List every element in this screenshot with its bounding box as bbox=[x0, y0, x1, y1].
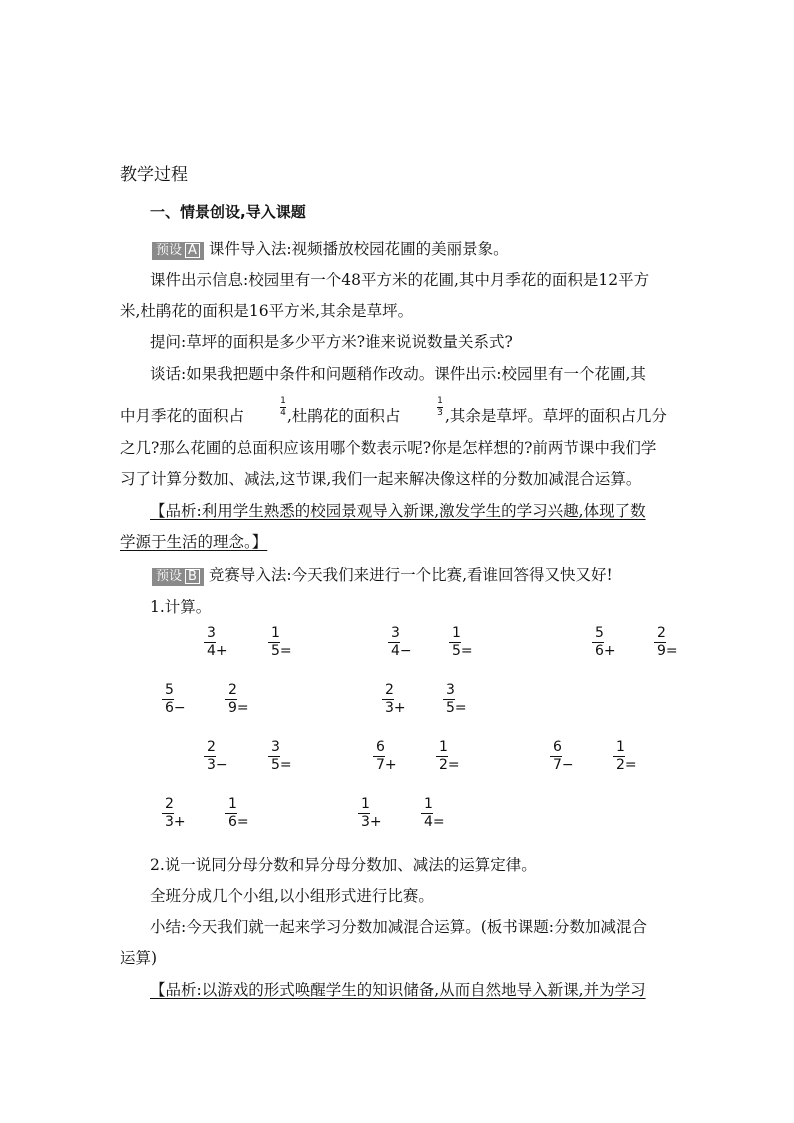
problem-10-second-fraction bbox=[421, 797, 445, 830]
fraction-denominator: 4+ bbox=[207, 643, 228, 659]
info-line-2: 米,杜鹃花的面积是16平方米,其余是草坪。 bbox=[120, 302, 414, 320]
fraction-denominator: 6+ bbox=[595, 643, 616, 659]
problem-4-first-fraction bbox=[162, 683, 186, 716]
fraction-numerator: 1 bbox=[228, 796, 237, 812]
fraction-numerator: 6 bbox=[553, 739, 562, 755]
preset-a-badge: 预设 A bbox=[152, 242, 204, 260]
fraction-numerator: 1 bbox=[452, 625, 461, 641]
fraction-denominator: 7− bbox=[553, 757, 574, 773]
preset-b-line bbox=[152, 563, 613, 586]
fraction-denominator: 9= bbox=[228, 700, 249, 716]
fraction-denominator: 2= bbox=[616, 757, 637, 773]
item-2-line: 2.说一说同分母分数和异分母分数加、减法的运算定律。 bbox=[150, 856, 537, 874]
question-line: 提问:草坪的面积是多少平方米?谁来说说数量关系式? bbox=[150, 333, 513, 351]
problem-5-first-fraction bbox=[382, 683, 406, 716]
info-line-1: 课件出示信息:校园里有一个48平方米的花圃,其中月季花的面积是12平方 bbox=[150, 271, 650, 289]
talk-line-3: 之几?那么花圃的总面积应该用哪个数表示呢?你是怎样想的?前两节课中我们学 bbox=[120, 439, 657, 457]
fraction-one-quarter bbox=[280, 397, 286, 418]
fraction-numerator: 1 bbox=[439, 739, 448, 755]
fraction-one-third bbox=[437, 397, 443, 418]
problem-9-second-fraction bbox=[225, 797, 249, 830]
talk-line-4: 习了计算分数加、减法,这节课,我们一起来解决像这样的分数加减混合运算。 bbox=[120, 470, 642, 488]
fraction-denominator: 4− bbox=[391, 643, 412, 659]
fraction-numerator: 2 bbox=[657, 625, 666, 641]
problem-7-first-fraction bbox=[373, 740, 397, 773]
problem-7-second-fraction bbox=[436, 740, 460, 773]
fraction-numerator: 3 bbox=[207, 625, 216, 641]
analysis-b-line: 【品析:以游戏的形式唤醒学生的知识储备,从而自然地导入新课,并为学习 bbox=[150, 981, 646, 999]
fraction-denominator: 6= bbox=[228, 814, 249, 830]
fraction-numerator: 6 bbox=[376, 739, 385, 755]
problem-8-second-fraction bbox=[613, 740, 637, 773]
fraction-numerator: 2 bbox=[207, 739, 216, 755]
calc-heading: 1.计算。 bbox=[150, 598, 212, 616]
preset-b-text: 竞赛导入法:今天我们来进行一个比赛,看谁回答得又快又好! bbox=[208, 566, 613, 584]
preset-a-line bbox=[152, 237, 509, 260]
talk-line-2b: ,杜鹃花的面积占 bbox=[287, 407, 401, 425]
problem-6-second-fraction bbox=[268, 740, 292, 773]
fraction-numerator: 2 bbox=[385, 682, 394, 698]
fraction-denominator: 3− bbox=[207, 757, 228, 773]
fraction-denominator: 3+ bbox=[385, 700, 406, 716]
fraction-numerator: 2 bbox=[165, 796, 174, 812]
analysis-a-line-1: 【品析:利用学生熟悉的校园景观导入新课,激发学生的学习兴趣,体现了数 bbox=[150, 502, 646, 520]
fraction-denominator: 5= bbox=[452, 643, 473, 659]
fraction-denominator: 3+ bbox=[165, 814, 186, 830]
fraction-denominator: 5= bbox=[271, 643, 292, 659]
fraction-numerator: 3 bbox=[271, 739, 280, 755]
talk-line-2c: ,其余是草坪。草坪的面积占几分 bbox=[445, 407, 667, 425]
fraction-numerator: 2 bbox=[228, 682, 237, 698]
fraction-numerator: 3 bbox=[446, 682, 455, 698]
fraction-numerator: 1 bbox=[424, 796, 433, 812]
fraction-numerator: 1 bbox=[616, 739, 625, 755]
talk-line-2a: 中月季花的面积占 bbox=[120, 407, 245, 425]
problem-9-first-fraction bbox=[162, 797, 186, 830]
fraction-numerator: 5 bbox=[165, 682, 174, 698]
problem-4-second-fraction bbox=[225, 683, 249, 716]
page-title: 教学过程 bbox=[120, 165, 188, 185]
fraction-numerator: 1 bbox=[361, 796, 370, 812]
fraction-numerator: 1 bbox=[271, 625, 280, 641]
fraction-denominator: 3+ bbox=[361, 814, 382, 830]
fraction-numerator: 1 bbox=[280, 396, 286, 406]
fraction-numerator: 1 bbox=[437, 396, 443, 406]
talk-line-1: 谈话:如果我把题中条件和问题稍作改动。课件出示:校园里有一个花圃,其 bbox=[150, 365, 646, 383]
problem-10-first-fraction bbox=[358, 797, 382, 830]
summary-line-2: 运算) bbox=[120, 949, 158, 967]
section-heading: 一、情景创设,导入课题 bbox=[150, 203, 306, 221]
fraction-numerator: 3 bbox=[391, 625, 400, 641]
problem-5-second-fraction bbox=[443, 683, 467, 716]
problem-6-first-fraction bbox=[204, 740, 228, 773]
fraction-denominator: 6− bbox=[165, 700, 186, 716]
groups-line: 全班分成几个小组,以小组形式进行比赛。 bbox=[150, 887, 434, 905]
analysis-a-line-2: 学源于生活的理念。】 bbox=[120, 533, 268, 551]
fraction-denominator: 5= bbox=[446, 700, 467, 716]
preset-b-badge: 预设 B bbox=[152, 568, 204, 586]
problem-1-second-fraction bbox=[268, 626, 292, 659]
fraction-denominator: 7+ bbox=[376, 757, 397, 773]
summary-line-1: 小结:今天我们就一起来学习分数加减混合运算。(板书课题:分数加减混合 bbox=[150, 918, 647, 936]
fraction-denominator: 4= bbox=[424, 814, 445, 830]
fraction-numerator: 5 bbox=[595, 625, 604, 641]
problem-3-first-fraction bbox=[592, 626, 616, 659]
problem-2-first-fraction bbox=[388, 626, 412, 659]
problem-1-first-fraction bbox=[204, 626, 228, 659]
preset-a-text: 课件导入法:视频播放校园花圃的美丽景象。 bbox=[208, 240, 509, 258]
fraction-denominator: 4 bbox=[280, 408, 286, 418]
problem-8-first-fraction bbox=[550, 740, 574, 773]
problem-3-second-fraction bbox=[654, 626, 678, 659]
fraction-denominator: 5= bbox=[271, 757, 292, 773]
problem-2-second-fraction bbox=[449, 626, 473, 659]
fraction-denominator: 9= bbox=[657, 643, 678, 659]
fraction-denominator: 2= bbox=[439, 757, 460, 773]
fraction-denominator: 3 bbox=[437, 408, 443, 418]
